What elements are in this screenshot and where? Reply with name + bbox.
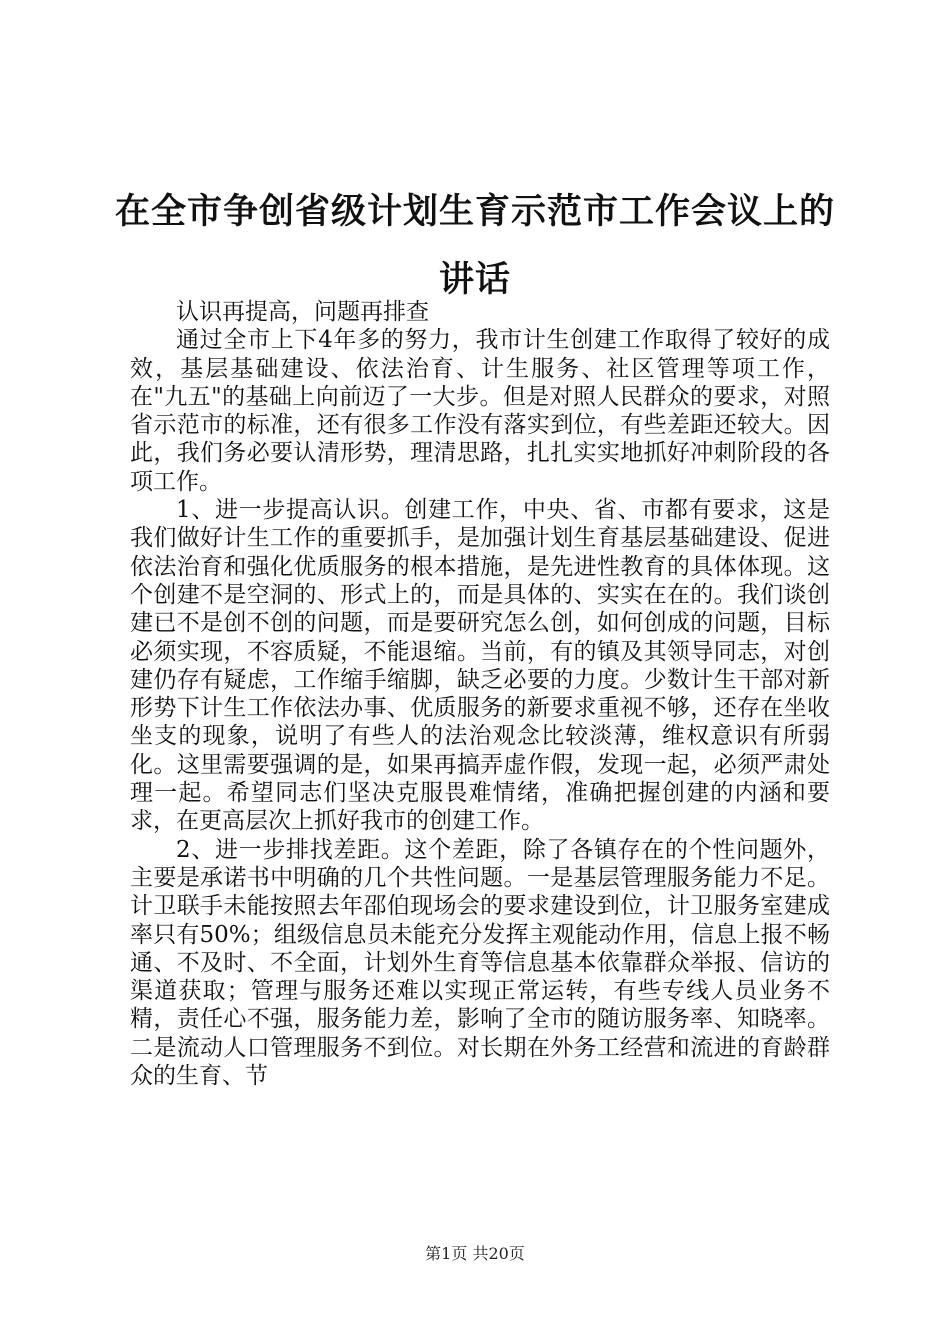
document-body (130, 298, 830, 1090)
page-number-footer: 第1页 共20页 (425, 1244, 525, 1263)
paragraph: 通过全市上下4年多的努力，我市计生创建工作取得了较好的成效，基层基础建设、依法治育、计生服务、社区管理等项工作，在"九五"的基础上向前迈了一大步。但是对照人民群众的要求，对照省示范市的标准，还有很多工作没有落实到位，有些差距还较大。因此，我们务必要认清形势，理清思路，扎扎实实地抓好冲刺阶段的各项工作。 (130, 327, 830, 495)
paragraph: 2、进一步排找差距。这个差距，除了各镇存在的个性问题外，主要是承诺书中明确的几个共性问题。一是基层管理服务能力不足。计卫联手未能按照去年邵伯现场会的要求建设到位，计卫服务室建成率只有50%；组级信息员未能充分发挥主观能动作用，信息上报不畅通、不及时、不全面，计划外生育等信息基本依靠群众举报、信访的渠道获取；管理与服务还难以实现正常运转，有些专线人员业务不精，责任心不强，服务能力差，影响了全市的随访服务率、知晓率。二是流动人口管理服务不到位。对长期在外务工经营和流进的育龄群众的生育、节 (130, 836, 830, 1090)
document-title: 在全市争创省级计划生育示范市工作会议上的讲话 (114, 192, 835, 300)
paragraph-heading: 认识再提高，问题再排查 (176, 299, 429, 325)
paragraph: 1、进一步提高认识。创建工作，中央、省、市都有要求，这是我们做好计生工作的重要抓手，是加强计划生育基层基础建设、促进依法治育和强化优质服务的根本措施，是先进性教育的具体体现。这个创建不是空洞的、形式上的，而是具体的、实实在在的。我们谈创建已不是创不创的问题，而是要研究怎么创，如何创成的问题，目标必须实现，不容质疑，不能退缩。当前，有的镇及其领导同志，对创建仍存有疑虑，工作缩手缩脚，缺乏必要的力度。少数计生干部对新形势下计生工作依法办事、优质服务的新要求重视不够，还存在坐收坐支的现象，说明了有些人的法治观念比较淡薄，维权意识有所弱化。这里需要强调的是，如果再搞弄虚作假，发现一起，必须严肃处理一起。希望同志们坚决克服畏难情绪，准确把握创建的内涵和要求，在更高层次上抓好我市的创建工作。 (130, 497, 830, 835)
